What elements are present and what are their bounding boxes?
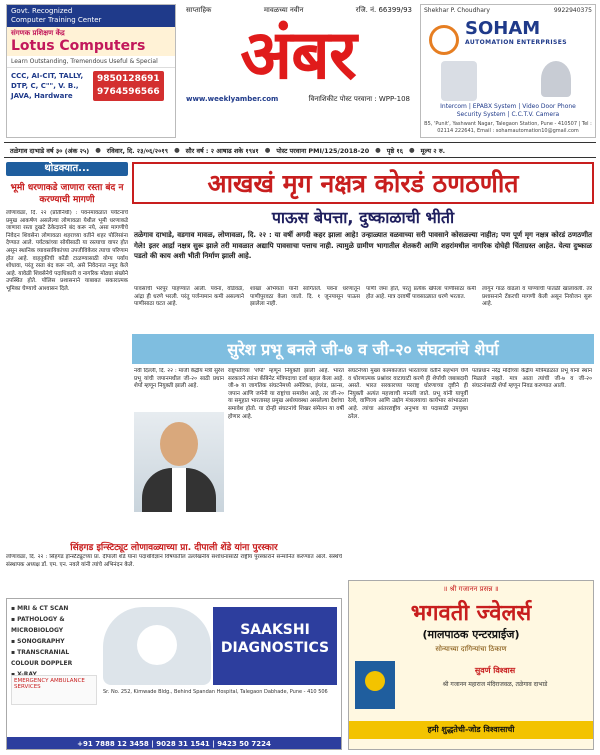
cctv-camera-icon [541, 61, 571, 97]
prabhu-column: राष्ट्रपतींच्या 'शेर्पा' म्हणून नियुक्ती झाली आहे. भारत सरकारने त्यांना कॅबिनेट मंत्रिपदाचा दर्जा बहाल केला आहे. जी-७ या जागतिक संघटनेमध्ये अमेरिका, इंग्लंड, फ्रान्स, जपान आणि जर्मनी या राष्ट्रांचा समावेश आहे, तर जी-२० या समूहात भारतासह प्रमुख अर्थव्यवस्था असलेल्या देशांचा समावेश होतो. या दोन्ही संघटनांचे शिखर संमेलन या वर्षी होणार आहे. [228, 368, 344, 420]
prabhu-column: नवी दिल्ली, दि. २२ : माजी केंद्रीय मंत्री सुरेश प्रभू यांची जपानमधील जी-२० साठी प्रधान शेर्पा म्हणून नियुक्ती झाली आहे. [134, 368, 224, 390]
soham-brand-sub: AUTOMATION ENTERPRISES [465, 39, 567, 46]
bhagwati-address: श्री गजानन महाराज मंदिराजवळ, तळेगाव दाभाडे [442, 681, 548, 688]
soham-brand-name: SOHAM [465, 18, 541, 39]
bhagwati-name: भगवती ज्वेलर्स [410, 601, 532, 626]
phone-number: 9764596566 [97, 87, 160, 97]
bhagwati-guarantee: सुवर्ण विश्वास [474, 666, 516, 675]
ambulance-services: EMERGENCY AMBULANCE SERVICES [11, 675, 97, 705]
soham-automation-ad[interactable] [420, 4, 596, 138]
place-label: मावळच्या नवीन [263, 6, 304, 14]
lead-column: लागून गाळ वाढला व पाण्याची पातळी खालावली. तर प्रशासनाने टँकरची मागणी केली असून नियोजन सुरू आहे. [482, 286, 592, 308]
soham-services-line2: Security System | C.C.T.V. Camera [456, 111, 560, 118]
prabhu-column: पंतप्रधान नरेंद्र मोदींच्या केंद्रीय मंत्रिमंडळात प्रभू यांना स्थान मिळाले नव्हते. मात्र आता त्यांची जी-७ व जी-२० संघटनांसाठी शेर्पा म्हणून निवड करण्यात आली. [472, 368, 592, 390]
lotus-courses [11, 71, 89, 101]
price: मूल्य २ रु. [420, 146, 446, 155]
suresh-prabhu-photo [134, 412, 224, 512]
lead-column: शाखा अभियंता यांनी सांगितले. पवना धरणातून पाणीपुरवठा केला जातो. दि. १ जूनपासून पाऊस झालेला नाही. [250, 286, 360, 308]
saakshi-name1: SAAKSHI [240, 622, 310, 638]
saakshi-diagnostics-ad[interactable] [6, 598, 342, 750]
bhagwati-tagline: सोन्याच्या दागिन्यांचा ठिकाण [435, 645, 507, 653]
lead-subheadline: पाऊस बेपत्ता, दुष्काळाची भीती [271, 208, 455, 227]
sidebar-headline[interactable]: भूमी धरणाकडे जाणारा रस्ता बंद न करण्याची मागणी [10, 183, 124, 205]
photo-shirt [172, 468, 186, 512]
phone-number: 9850128691 [97, 74, 160, 84]
brief-news-sidebar [6, 162, 128, 532]
sidebar-header: थोडक्यात... [6, 162, 128, 176]
registration-number: रजि. नं. 66399/93 [355, 6, 412, 14]
lead-column: पाणी जमा होते, परंतु प्रत्येक खेपेला पाणीसाठा कमी होत आहे. मात्र दरवर्षी पावसाळ्यात धरणे भरतात. [366, 286, 476, 300]
test-item: ▪ SONOGRAPHY [11, 638, 65, 645]
course-line: DTP, C, C"", V. B., [11, 82, 79, 90]
mri-machine-icon [103, 607, 211, 685]
masthead [180, 4, 416, 138]
issue-location: तळेगाव दाभाडे वर्ष ३० (अंक २५) [10, 146, 90, 155]
soham-services-line1: Intercom | EPABX System | Video Door Phone [440, 103, 576, 110]
newspaper-title: अंबर [240, 15, 356, 95]
saakshi-name2: DIAGNOSTICS [220, 640, 330, 656]
issue-date: रविवार, दि. २३/०६/२०१९ [106, 146, 169, 155]
website-link[interactable]: www.weeklyamber.com [186, 95, 279, 103]
bullet-icon: ● [409, 146, 415, 154]
page-count: पृष्ठे १६ [386, 146, 404, 155]
lead-column: पावसाची भरपूर पाहण्यात आली. पवना, वडिवळे, आंद्रा ही धरणे भरली. परंतु पर्जन्यमान कमी असल्याने पाणीसाठा घटत आहे. [134, 286, 244, 308]
bullet-icon: ● [375, 146, 381, 154]
postal-license: विनाशिकीट पोस्ट परवाना : WPP-108 [308, 95, 410, 103]
postal-permit: पोस्ट परवाना PMI/125/2018-20 [276, 146, 370, 155]
invocation-line: ॥ श्री गजानन प्रसन्न ॥ [443, 585, 499, 593]
bhagwati-subname: (मालपाठक एन्टरप्राईज) [422, 628, 520, 641]
lotus-phones [93, 71, 164, 101]
weekly-label: साप्ताहिक [186, 6, 212, 14]
jewellery-logo-icon [355, 661, 395, 709]
issue-info-strip [4, 142, 596, 158]
test-item: ▪ MRI & CT SCAN [11, 605, 69, 612]
prabhu-column: संघटनेच्या मुख्य कामकाजात भारताच्या वतीने सहभाग घेणे व धोरणात्मक प्रश्नांवर वाटाघाटी करणे ही शेर्पाची जबाबदारी असते. भारत सरकारच्या परराष्ट्र धोरणाच्या दृष्टीने ही नियुक्ती अत्यंत महत्त्वाची मानली जाते. प्रभू यांनी यापूर्वी रेल्वे, वाणिज्य आणि उद्योग मंत्रालयाचा कार्यभार सांभाळला आहे. त्यांचा आंतरराष्ट्रीय अनुभव या पदासाठी उपयुक्त ठरेल. [348, 368, 468, 420]
bhagwati-jewellers-ad[interactable] [348, 580, 594, 750]
sinhgad-headline[interactable]: सिंहगड इन्स्टिट्यूट लोणावळ्याच्या प्रा. दीपाली शेंडे यांना पुरस्कार [70, 543, 278, 553]
bhagwati-slogan: हमी शुद्धतेची-जोड विश्वासाची [349, 721, 593, 739]
course-line: CCC, AI-CIT, TALLY, [11, 72, 84, 80]
test-item: ▪ PATHOLOGY & MICROBIOLOGY [11, 616, 65, 634]
gov-line2: Computer Training Center [11, 16, 102, 24]
lotus-brand-marathi: संगणक प्रशिक्षण केंद्र [11, 29, 65, 37]
prabhu-headline[interactable]: सुरेश प्रभू बनले जी-७ व जी-२० संघटनांचे शेर्पा [132, 334, 594, 364]
lotus-logo [7, 27, 175, 56]
diagnostic-test-list [11, 603, 97, 680]
lotus-tagline: Learn Outstanding, Tremendous Useful & Special [7, 56, 175, 68]
lead-headline[interactable]: आखखं मृग नक्षत्र कोरडं ठणठणीत [132, 162, 594, 204]
saakshi-address: Sr. No. 252, Kimwade Bldg., Behind Spandan Hospital, Talegaon Dabhade, Pune - 410 506 [103, 689, 328, 695]
soham-owner: Shekhar P. Choudhary [424, 7, 490, 14]
soham-phone: 9922940375 [553, 7, 592, 14]
saakshi-brand [213, 607, 337, 685]
soham-services [421, 103, 595, 119]
bullet-icon: ● [174, 146, 180, 154]
sinhgad-body: लोणावळा, दि. २२ : सिंहगड इन्स्टिट्यूटच्या प्रा. दीपाली शेंडे यांना पदार्थविज्ञान विषयातील उल्लेखनीय संशोधनासाठी राष्ट्रीय पुरस्काराने सन्मानित करण्यात आले. संस्थेचे संस्थापक अध्यक्ष डॉ. एम. एन. नवले यांनी त्यांचे अभिनंदन केले. [6, 554, 342, 568]
soham-address: B5, 'Punit', Yashwant Nagar, Talegaon Station, Pune - 410507 | Tel : 02114 222641, Email : sohamautomation10@gmail.com [424, 121, 592, 134]
bullet-icon: ● [95, 146, 101, 154]
lotus-computers-ad[interactable] [6, 4, 176, 138]
intercom-icon [441, 61, 477, 101]
saakshi-phones: +91 7888 12 3458 | 9028 31 1541 | 9423 50 7224 [7, 737, 341, 750]
lead-intro: तळेगाव दाभाडे, वडगाव मावळ, लोणावळा, दि. २२ : या वर्षी अगदी कहर झाला आहे! उन्हाळ्यात वळवाच्या सरी पावसाने कोसळल्या नाहीत; पण पूर्ण मृग नक्षत्र कोरडं ठणठणीत गेले! इतर आर्द्रा नक्षत्र सुरू झाले तरी मावळात अद्यापि पावसाचा पत्ताच नाही. त्यामुळे ग्रामीण भागातील शेतकरी आणि शहरांमधील नागरिक दोघेही चिंताग्रस्त आहेत. येत्या दुष्काळ पडतो की काय अशी भीती निर्माण झाली आहे. [134, 231, 592, 260]
saka-date: सौर वर्ष : २ आषाढ शके १९४१ [185, 146, 259, 155]
gov-line1: Govt. Recognized [11, 7, 73, 15]
ad-gov-line [7, 5, 175, 27]
soham-logo-icon [429, 25, 459, 55]
lotus-brand: Lotus Computers [11, 38, 146, 54]
photo-face [160, 422, 198, 466]
sidebar-article-body: लोणावळा, दि. २२ (प्रतिनिधी) : पवनमावळात पर्यटनाचे प्रमुख आकर्षण असलेल्या लोणावळा येथील भूमी धरणाकडे जाणारा रस्ता दुखटे ठेकेदाराने बंद करू नये, असा मागणीचे निवेदन शिवसेना लोणावळा शहराच्या वतीने शहर पोलिसांना देण्यात आले. पर्यटकांच्या सोयीसाठी या रस्त्याचा वापर होत असून स्थानिक व्यावसायिकांच्या उपजीविकेवर त्याचा परिणाम होत आहे. वाहतुकीची कोंडी टाळण्यासाठी योग्य पर्याय शोधावा, परंतु रस्ता बंद करू नये, असे निवेदनात नमूद केले आहे. यावेळी शिवसेनेचे पदाधिकारी व नागरिक मोठ्या संख्येने उपस्थित होते. पोलिस प्रशासनाने याबाबत सकारात्मक भूमिका घेण्याचे आश्वासन दिले. [6, 210, 128, 292]
course-line: JAVA, Hardware [11, 92, 73, 100]
test-item: ▪ TRANSCRANIAL COLOUR DOPPLER [11, 649, 73, 667]
bullet-icon: ● [264, 146, 271, 154]
